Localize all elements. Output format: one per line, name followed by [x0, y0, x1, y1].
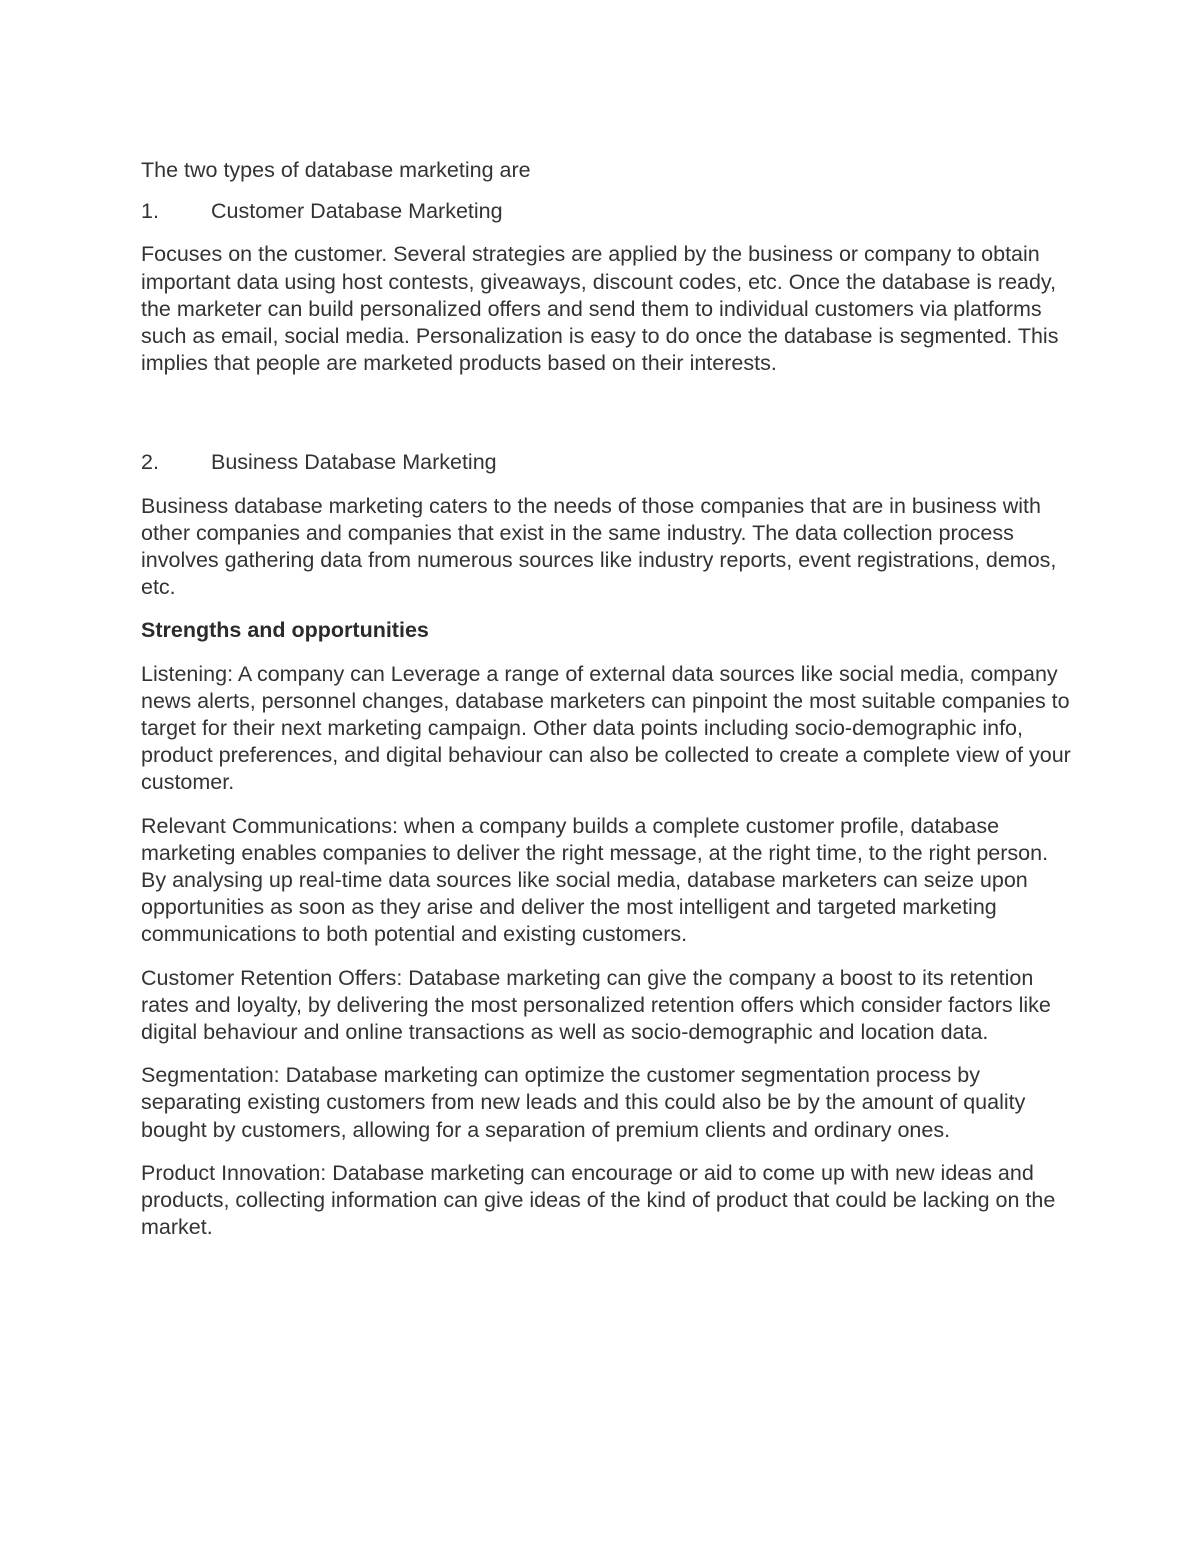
intro-text: The two types of database marketing are: [141, 158, 531, 182]
paragraph-listening: Listening: A company can Leverage a range of external data sources like social media, company news alerts, personnel changes, database marketers can pinpoint the most suitable companies to target for their next marketing campaign. Other data points including socio-demographic info, product preferences, and digital behaviour can also be collected to create a complete view of your customer.: [141, 661, 1071, 795]
blank-line: [141, 393, 1071, 449]
list-item-title: Business Database Marketing: [211, 450, 497, 475]
customer-database-marketing-description: Focuses on the customer. Several strategies are applied by the business or company to obtain important data using host contests, giveaways, discount codes, etc. Once the database is ready, the marketer can build personalized offers and send them to individual customers via platforms such as email, social media. Personalization is easy to do once the database is segmented. This implies that people are marketed products based on their interests.: [141, 242, 1059, 376]
paragraph-customer-retention-offers: Customer Retention Offers: Database marketing can give the company a boost to its retention rates and loyalty, by delivering the most personalized retention offers which consider factors like digital behaviour and online transactions as well as socio-demographic and location data.: [141, 965, 1051, 1045]
paragraph-relevant-communications: Relevant Communications: when a company builds a complete customer profile, database marketing enables companies to deliver the right message, at the right time, to the right person. By analysing up real-time data sources like social media, database marketers can seize upon opportunities as soon as they arise and deliver the most intelligent and targeted marketing communications to both potential and existing customers.: [141, 813, 1049, 947]
business-database-marketing-description: Business database marketing caters to the needs of those companies that are in business with other companies and companies that exist in the same industry. The data collection process involves gathering data from numerous sources like industry reports, event registrations, demos, etc.: [141, 493, 1057, 600]
list-item-title: Customer Database Marketing: [211, 199, 503, 224]
document-page: [141, 157, 1071, 1258]
list-number: 2.: [141, 450, 159, 475]
list-item-customer-database-marketing: [141, 198, 1071, 225]
list-number: 1.: [141, 199, 159, 224]
list-item-business-database-marketing: [141, 449, 1071, 476]
section-heading: Strengths and opportunities: [141, 618, 429, 643]
paragraph-segmentation: Segmentation: Database marketing can optimize the customer segmentation process by separating existing customers from new leads and this could also be by the amount of quality bought by customers, allowing for a separation of premium clients and ordinary ones.: [141, 1063, 1026, 1142]
paragraph-product-innovation: Product Innovation: Database marketing can encourage or aid to come up with new ideas and products, collecting information can give ideas of the kind of product that could be lacking on the market.: [141, 1160, 1056, 1240]
